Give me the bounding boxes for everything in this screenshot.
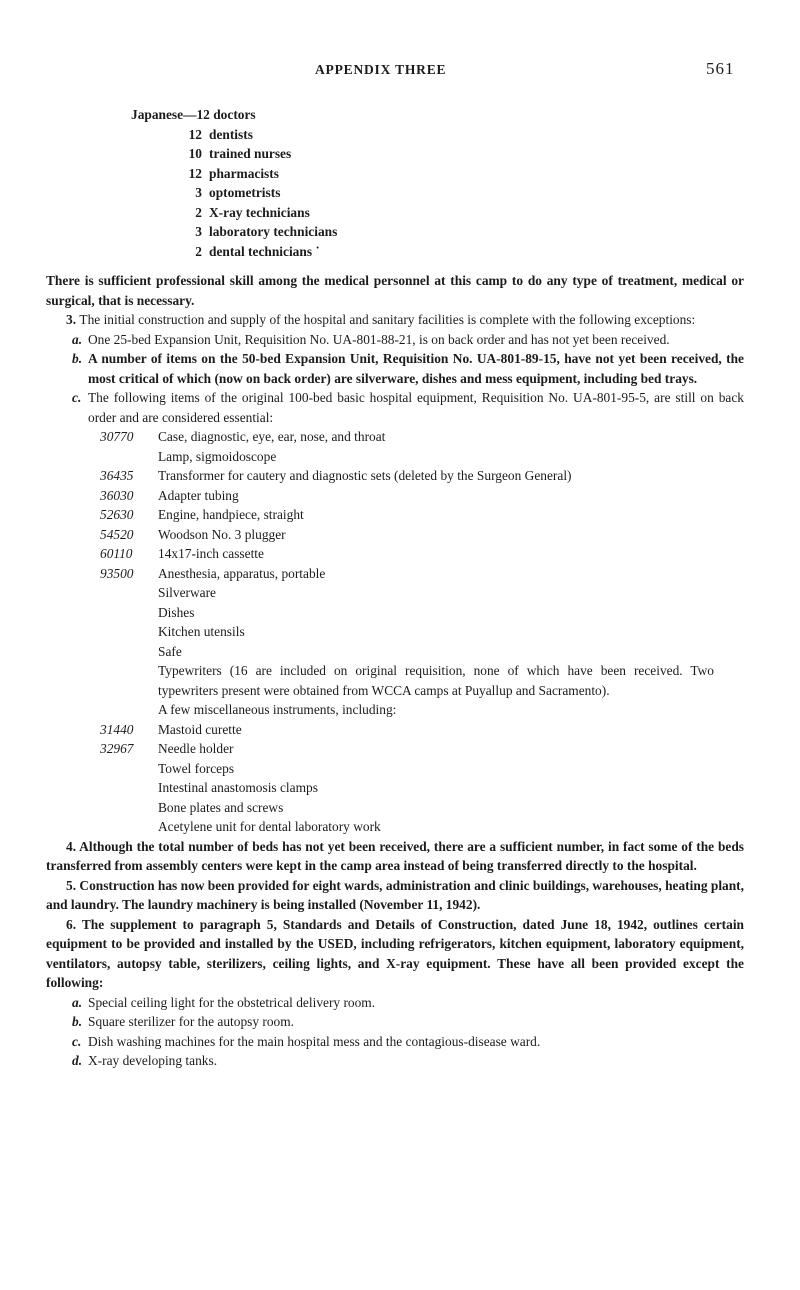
list-item <box>46 505 744 525</box>
list-item <box>46 642 744 662</box>
staff-role: pharmacists <box>209 165 279 181</box>
staff-lead: Japanese— <box>131 107 197 122</box>
staff-role: X-ray technicians <box>209 204 310 220</box>
staff-row <box>178 185 280 204</box>
item-description: Anesthesia, apparatus, portable <box>158 565 326 581</box>
item-description: Transformer for cautery and diagnostic sets (deleted by the Surgeon General) <box>158 468 572 483</box>
item-code: 32967 <box>100 741 134 756</box>
list-item <box>46 798 744 818</box>
staff-row <box>178 146 291 165</box>
paragraph-text: Construction has now been provided for eight wards, administration and clinic buildings, warehouses, heating plant, and laundry. The laundry machinery is being installed (November 11, 1942). <box>46 877 744 912</box>
subitem-label: a. <box>72 994 83 1010</box>
item-code: 54520 <box>100 526 134 542</box>
staff-count: 2 <box>195 204 202 220</box>
item-code <box>46 778 158 798</box>
item-code <box>46 622 158 642</box>
paragraph-text: The initial construction and supply of the hospital and sanitary facilities is complete with the following exceptions: <box>79 312 696 327</box>
paragraph-skill: There is sufficient professional skill among the medical personnel at this camp to do any type of treatment, medical or surgical, that is necessary. <box>46 273 744 308</box>
staff-role: dentists <box>209 126 253 142</box>
subitem-text: Special ceiling light for the obstetrical delivery room. <box>88 994 376 1010</box>
subitem-6a <box>46 993 744 1013</box>
subitem-label: d. <box>72 1053 83 1068</box>
list-item <box>46 486 744 506</box>
staff-role: trained nurses <box>209 146 292 161</box>
item-description: Typewriters (16 are included on original requisition, none of which have been received. Two typewriters present were obtained from WCCA camps at Puyallup and Sacramento). <box>158 663 714 698</box>
item-code: 93500 <box>100 565 134 581</box>
staff-role: dental technicians ˙ <box>209 243 320 259</box>
item-description: Adapter tubing <box>158 487 239 503</box>
staff-count: 3 <box>195 185 202 200</box>
item-description: Bone plates and screws <box>158 799 284 815</box>
item-code: 60110 <box>100 546 133 561</box>
staff-count: 10 <box>188 146 202 161</box>
staff-role: doctors <box>213 107 256 122</box>
staff-row <box>178 224 337 243</box>
item-code <box>46 759 158 779</box>
subitem-text: The following items of the original 100-bed basic hospital equipment, Requisition No. UA-801-95-5, are still on back order and are considered essential: <box>88 390 744 425</box>
subitem-label: b. <box>72 351 83 366</box>
paragraph-number: 3. <box>66 312 77 327</box>
item-code <box>46 798 158 818</box>
item-description: Engine, handpiece, straight <box>158 507 304 522</box>
list-item <box>46 778 744 798</box>
item-code <box>46 447 158 467</box>
paragraph-number: 5. <box>66 877 77 893</box>
staff-role: optometrists <box>209 185 281 200</box>
item-description: Dishes <box>158 604 195 620</box>
body-text <box>46 271 744 1071</box>
subitem-label: c. <box>72 1033 82 1049</box>
subitem-text: One 25-bed Expansion Unit, Requisition No. UA-801-88-21, is on back order and has not yet been received. <box>88 331 670 347</box>
subitem-3b <box>46 349 744 388</box>
item-code <box>46 700 158 720</box>
paragraph-5 <box>46 876 744 915</box>
paragraph-6 <box>46 915 744 993</box>
paragraph-4 <box>46 837 744 876</box>
list-item <box>46 427 744 447</box>
page-header <box>0 59 800 82</box>
staff-count: 12 <box>188 165 202 181</box>
item-description: 14x17-inch cassette <box>158 546 264 561</box>
item-code <box>46 583 158 603</box>
paragraph-number: 6. <box>66 916 77 932</box>
subitem-text: Dish washing machines for the main hospital mess and the contagious-disease ward. <box>88 1033 541 1049</box>
list-item <box>46 525 744 545</box>
paragraph-text: Although the total number of beds has not yet been received, there are a sufficient number, in fact some of the beds transferred from assembly centers were kept in the camp area instead of being transferred directly to the hospital. <box>46 838 745 873</box>
paragraph-3 <box>46 310 744 330</box>
staff-count: 3 <box>195 224 202 239</box>
staff-role: laboratory technicians <box>209 224 338 239</box>
subitem-6d <box>46 1051 744 1071</box>
list-item <box>46 759 744 779</box>
item-code: 30770 <box>100 429 134 444</box>
subitem-6b <box>46 1012 744 1032</box>
item-code <box>46 603 158 623</box>
staff-row <box>178 166 279 185</box>
list-item <box>46 622 744 642</box>
item-description: A few miscellaneous instruments, including: <box>158 702 397 717</box>
subitem-label: a. <box>72 331 83 347</box>
list-item <box>46 661 744 700</box>
staff-count: 12 <box>188 126 202 142</box>
item-description: Woodson No. 3 plugger <box>158 526 286 542</box>
page-number: 561 <box>706 59 735 78</box>
list-item <box>46 544 744 564</box>
item-description: Lamp, sigmoidoscope <box>158 448 277 464</box>
list-item <box>46 466 744 486</box>
staff-row <box>178 127 253 146</box>
subitem-text: Square sterilizer for the autopsy room. <box>88 1014 295 1029</box>
item-description: Intestinal anastomosis clamps <box>158 780 318 795</box>
staff-row <box>178 244 320 263</box>
item-code: 31440 <box>100 721 134 737</box>
subitem-text: X-ray developing tanks. <box>88 1053 218 1068</box>
staff-row <box>131 107 256 126</box>
item-description: Towel forceps <box>158 760 235 776</box>
equipment-list <box>46 427 744 837</box>
staff-count: 12 <box>196 107 210 122</box>
list-item <box>46 700 744 720</box>
subitem-text: A number of items on the 50-bed Expansion Unit, Requisition No. UA-801-89-15, have not yet been received, the most critical of which (now on back order) are silverware, dishes and mess equipment, including bed trays. <box>88 351 744 386</box>
staff-row <box>178 205 310 224</box>
item-code: 36030 <box>100 487 134 503</box>
list-item <box>46 720 744 740</box>
subitem-label: c. <box>72 390 82 405</box>
item-code <box>46 817 158 837</box>
running-title: APPENDIX THREE <box>315 62 447 77</box>
list-item <box>46 817 744 837</box>
subitem-label: b. <box>72 1014 83 1029</box>
item-code <box>46 642 158 662</box>
item-description: Safe <box>158 643 182 659</box>
item-description: Mastoid curette <box>158 721 242 737</box>
subitem-3c <box>46 388 744 427</box>
list-item <box>46 564 744 584</box>
subitem-6c <box>46 1032 744 1052</box>
item-code: 36435 <box>100 468 134 483</box>
item-code: 52630 <box>100 507 134 522</box>
list-item <box>46 447 744 467</box>
paragraph-number: 4. <box>66 838 77 854</box>
paragraph-text: The supplement to paragraph 5, Standards and Details of Construction, dated June 18, 1942, outlines certain equipment to be provided and installed by the USED, including refrigerators, kitchen equipment, laboratory equipment, ventilators, autopsy table, sterilizers, ceiling lights, and X-ray equipment. These have all been provided except the following: <box>46 916 744 990</box>
list-item <box>46 739 744 759</box>
list-item <box>46 603 744 623</box>
subitem-3a <box>46 330 744 350</box>
item-code <box>46 661 158 700</box>
item-description: Acetylene unit for dental laboratory work <box>158 819 381 834</box>
item-description: Silverware <box>158 585 217 600</box>
item-description: Case, diagnostic, eye, ear, nose, and throat <box>158 429 386 444</box>
item-description: Needle holder <box>158 741 234 756</box>
staff-count: 2 <box>195 243 202 259</box>
list-item <box>46 583 744 603</box>
item-description: Kitchen utensils <box>158 624 245 639</box>
